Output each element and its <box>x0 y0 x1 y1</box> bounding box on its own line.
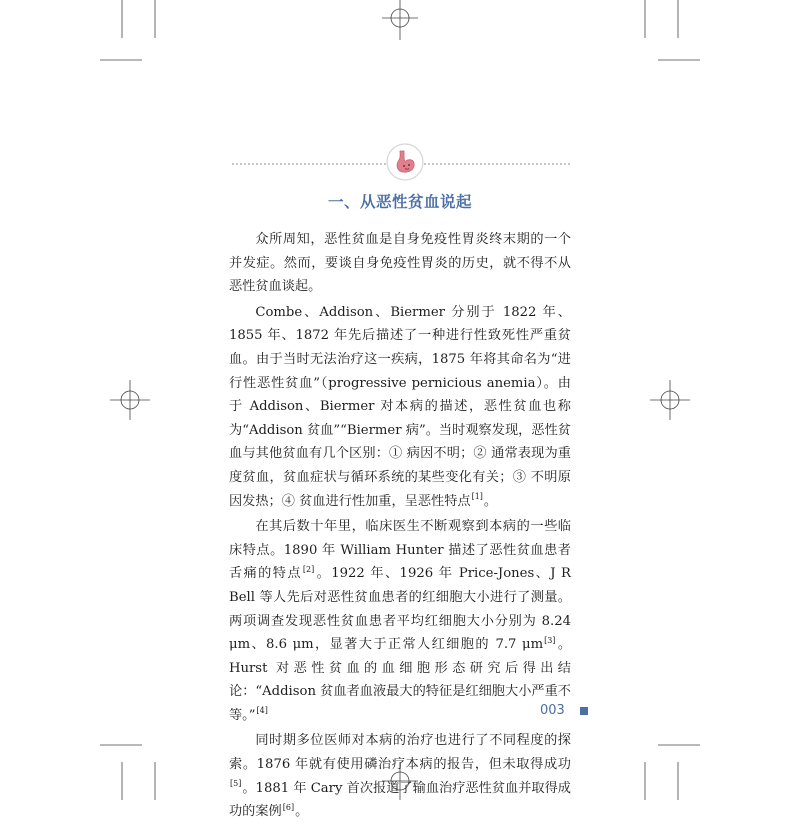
text-run: 众所周知，恶性贫血是自身免疫性胃炎终末期的一个并发症。然而，要谈自身免疫性胃炎的历史，就不得不从恶性贫血谈起。 <box>229 232 571 295</box>
citation-ref: [5] <box>230 779 242 789</box>
citation-ref: [3] <box>544 635 556 645</box>
text-run: 。 <box>483 493 498 509</box>
citation-ref: [2] <box>302 564 315 574</box>
citation-ref: [4] <box>256 706 268 716</box>
paragraph <box>229 729 571 823</box>
text-run: 。Hurst 对恶性贫血的血细胞形态研究后得出结论：“Addison 贫血者血液最大的特征是红细胞大小严重不等。” <box>229 637 572 723</box>
text-run: 。1881 年 Cary 首次报道了输血治疗恶性贫血并取得成功的案例 <box>229 780 571 820</box>
section-heading: 一、从恶性贫血说起 <box>327 193 472 211</box>
page-number-marker <box>580 707 588 715</box>
text-run: 同时期多位医师对本病的治疗也进行了不同程度的探索。1876 年就有使用磷治疗本病的报告，但未取得成功 <box>229 733 571 773</box>
paragraph <box>229 228 571 299</box>
text-run: 。1922 年、1926 年 Price-Jones、J R Bell 等人先后对恶性贫血患者的红细胞大小进行了测量。两项调查发现恶性贫血患者平均红细胞大小分别为 8.24 μm、8.6 μm，显著大于正常人红细胞的 7.7 μm <box>229 566 571 653</box>
citation-ref: [6] <box>282 802 295 812</box>
paragraph <box>229 301 571 513</box>
body-text <box>229 228 571 826</box>
text-run: 。 <box>295 804 309 820</box>
stomach-icon <box>385 142 425 182</box>
citation-ref: [1] <box>471 492 483 502</box>
page-number: 003 <box>540 703 565 718</box>
paragraph <box>229 515 571 727</box>
text-run: 在其后数十年里，临床医生不断观察到本病的一些临床特点。1890 年 William Hunter 描述了恶性贫血患者舌痛的特点 <box>229 519 571 582</box>
text-run: Combe、Addison、Biermer 分别于 1822 年、1855 年、1872 年先后描述了一种进行性致死性严重贫血。由于当时无法治疗这一疾病，1875 年将其命名为“进行性恶性贫血”（progressive pernicious anemia）。由于 Addison、Biermer 对本病的描述，恶性贫血也称为“Addison 贫血”“Biermer 病”。当时观察发现，恶性贫血与其他贫血有几个区别：① 病因不明；② 通常表现为重度贫血，贫血症状与循环系统的某些变化有关；③ 不明原因发热；④ 贫血进行性加重，呈恶性特点 <box>229 304 571 509</box>
